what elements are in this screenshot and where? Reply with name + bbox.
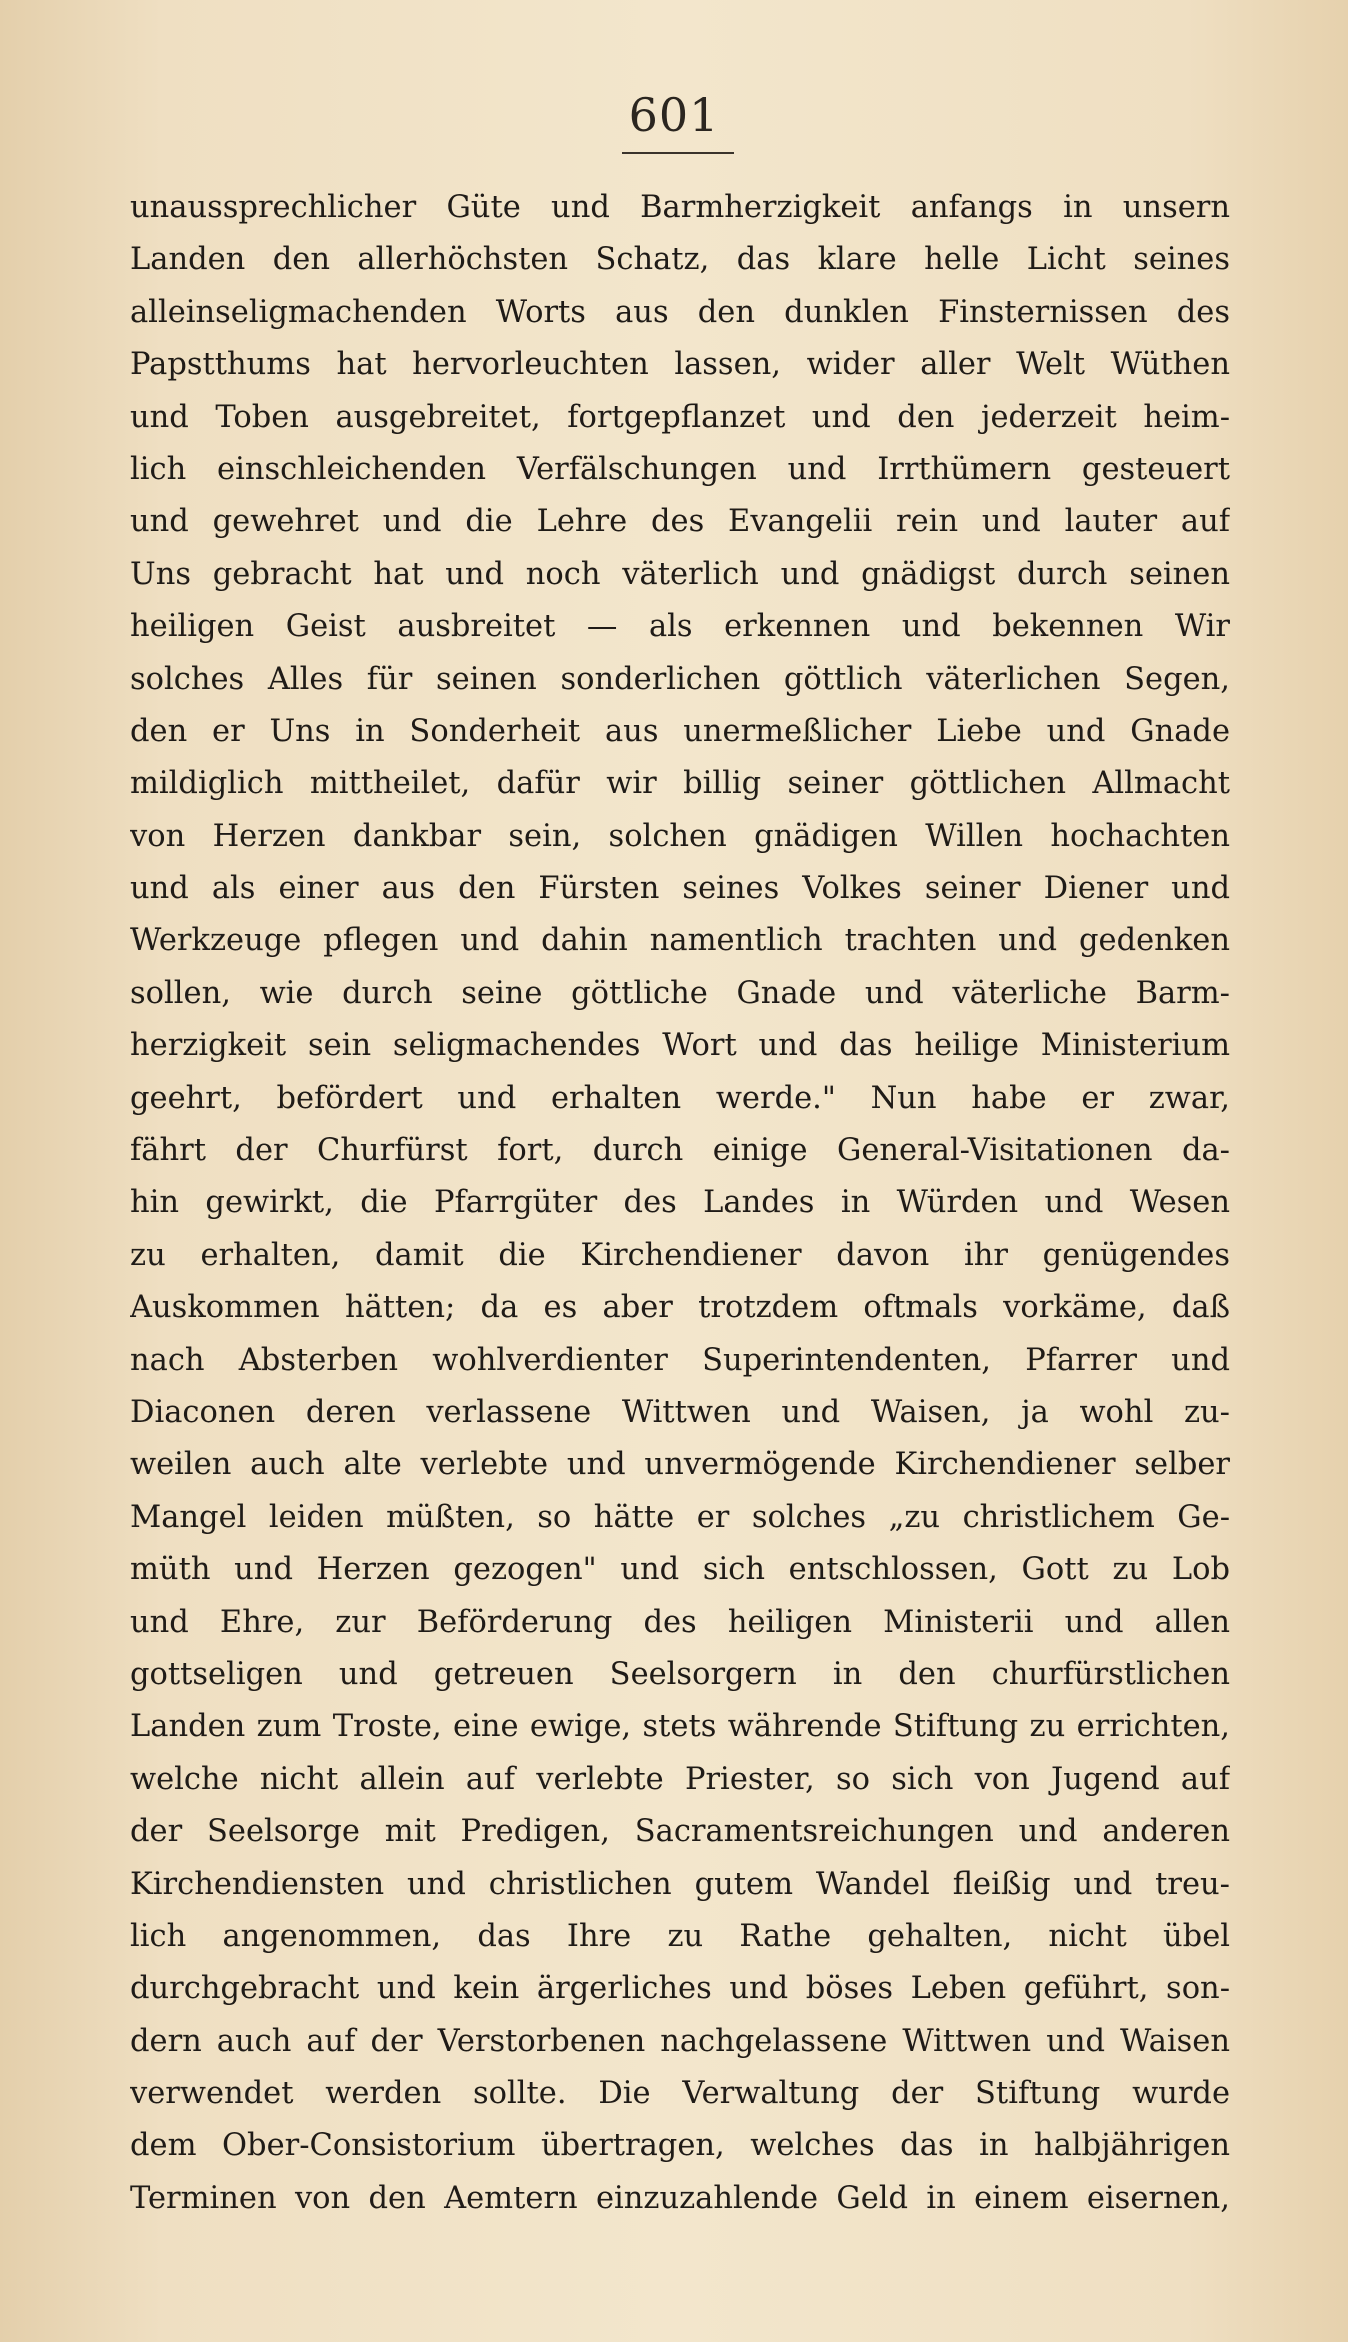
text-line: sollen, wie durch seine göttliche Gnade und väterliche Barm- xyxy=(130,975,1230,1011)
text-line: hin gewirkt, die Pfarrgüter des Landes in Würden und Wesen xyxy=(130,1185,1230,1221)
text-line: Landen den allerhöchsten Schatz, das klare helle Licht seines xyxy=(130,242,1230,278)
text-line: unaussprechlicher Güte und Barmherzigkeit anfangs in unsern xyxy=(130,190,1230,225)
page-number: 601 xyxy=(628,88,720,142)
text-line: Kirchendiensten und christlichen gutem Wandel fleißig und treu- xyxy=(130,1866,1230,1902)
text-line: durchgebracht und kein ärgerliches und böses Leben geführt, son- xyxy=(130,1971,1230,2007)
text-line: Werkzeuge pflegen und dahin namentlich trachten und gedenken xyxy=(130,923,1230,959)
text-line: weilen auch alte verlebte und unvermögende Kirchendiener selber xyxy=(130,1447,1230,1483)
text-line: nach Absterben wohlverdienter Superintendenten, Pfarrer und xyxy=(130,1342,1230,1378)
text-line: Landen zum Troste, eine ewige, stets währende Stiftung zu errichten, xyxy=(130,1709,1230,1745)
text-line: Auskommen hätten; da es aber trotzdem oftmals vorkäme, daß xyxy=(130,1290,1230,1326)
text-line: welche nicht allein auf verlebte Priester, so sich von Jugend auf xyxy=(130,1761,1230,1797)
text-line: Uns gebracht hat und noch väterlich und gnädigst durch seinen xyxy=(130,556,1230,592)
text-line: Mangel leiden müßten, so hätte er solches „zu christlichem Ge- xyxy=(130,1499,1230,1535)
text-line: verwendet werden sollte. Die Verwaltung der Stiftung wurde xyxy=(130,2076,1230,2112)
text-line: müth und Herzen gezogen" und sich entschlossen, Gott zu Lob xyxy=(130,1552,1230,1588)
text-line: lich angenommen, das Ihre zu Rathe gehalten, nicht übel xyxy=(130,1918,1230,1954)
text-line: mildiglich mittheilet, dafür wir billig seiner göttlichen Allmacht xyxy=(130,766,1230,802)
text-line: heiligen Geist ausbreitet — als erkennen und bekennen Wir xyxy=(130,609,1230,645)
text-line: den er Uns in Sonderheit aus unermeßlicher Liebe und Gnade xyxy=(130,713,1230,749)
text-line: von Herzen dankbar sein, solchen gnädigen Willen hochachten xyxy=(130,818,1230,854)
text-line: und als einer aus den Fürsten seines Volkes seiner Diener und xyxy=(130,871,1230,907)
text-line: Papstthums hat hervorleuchten lassen, wider aller Welt Wüthen xyxy=(130,347,1230,383)
text-line: der Seelsorge mit Predigen, Sacramentsreichungen und anderen xyxy=(130,1814,1230,1850)
text-line: dem Ober-Consistorium übertragen, welches das in halbjährigen xyxy=(130,2128,1230,2164)
text-line: lich einschleichenden Verfälschungen und Irrthümern gesteuert xyxy=(130,451,1230,487)
text-line: alleinseligmachenden Worts aus den dunklen Finsternissen des xyxy=(130,294,1230,330)
text-line: und Ehre, zur Beförderung des heiligen Ministerii und allen xyxy=(130,1604,1230,1640)
body-text xyxy=(130,182,1230,2225)
text-line: gottseligen und getreuen Seelsorgern in den churfürstlichen xyxy=(130,1656,1230,1692)
text-line: fährt der Churfürst fort, durch einige General-Visitationen da- xyxy=(130,1133,1230,1169)
text-line: dern auch auf der Verstorbenen nachgelassene Wittwen und Waisen xyxy=(130,2023,1230,2059)
text-line: herzigkeit sein seligmachendes Wort und das heilige Ministerium xyxy=(130,1028,1230,1064)
text-line: Diaconen deren verlassene Wittwen und Waisen, ja wohl zu- xyxy=(130,1394,1230,1430)
header-rule xyxy=(622,152,734,154)
text-line: Terminen von den Aemtern einzuzahlende Geld in einem eisernen, xyxy=(130,2180,1230,2216)
text-line: zu erhalten, damit die Kirchendiener davon ihr genügendes xyxy=(130,1237,1230,1273)
text-line: solches Alles für seinen sonderlichen göttlich väterlichen Segen, xyxy=(130,661,1230,697)
text-line: geehrt, befördert und erhalten werde." Nun habe er zwar, xyxy=(130,1080,1230,1116)
text-line: und gewehret und die Lehre des Evangelii rein und lauter auf xyxy=(130,504,1230,540)
text-line: und Toben ausgebreitet, fortgepflanzet und den jederzeit heim- xyxy=(130,399,1230,435)
